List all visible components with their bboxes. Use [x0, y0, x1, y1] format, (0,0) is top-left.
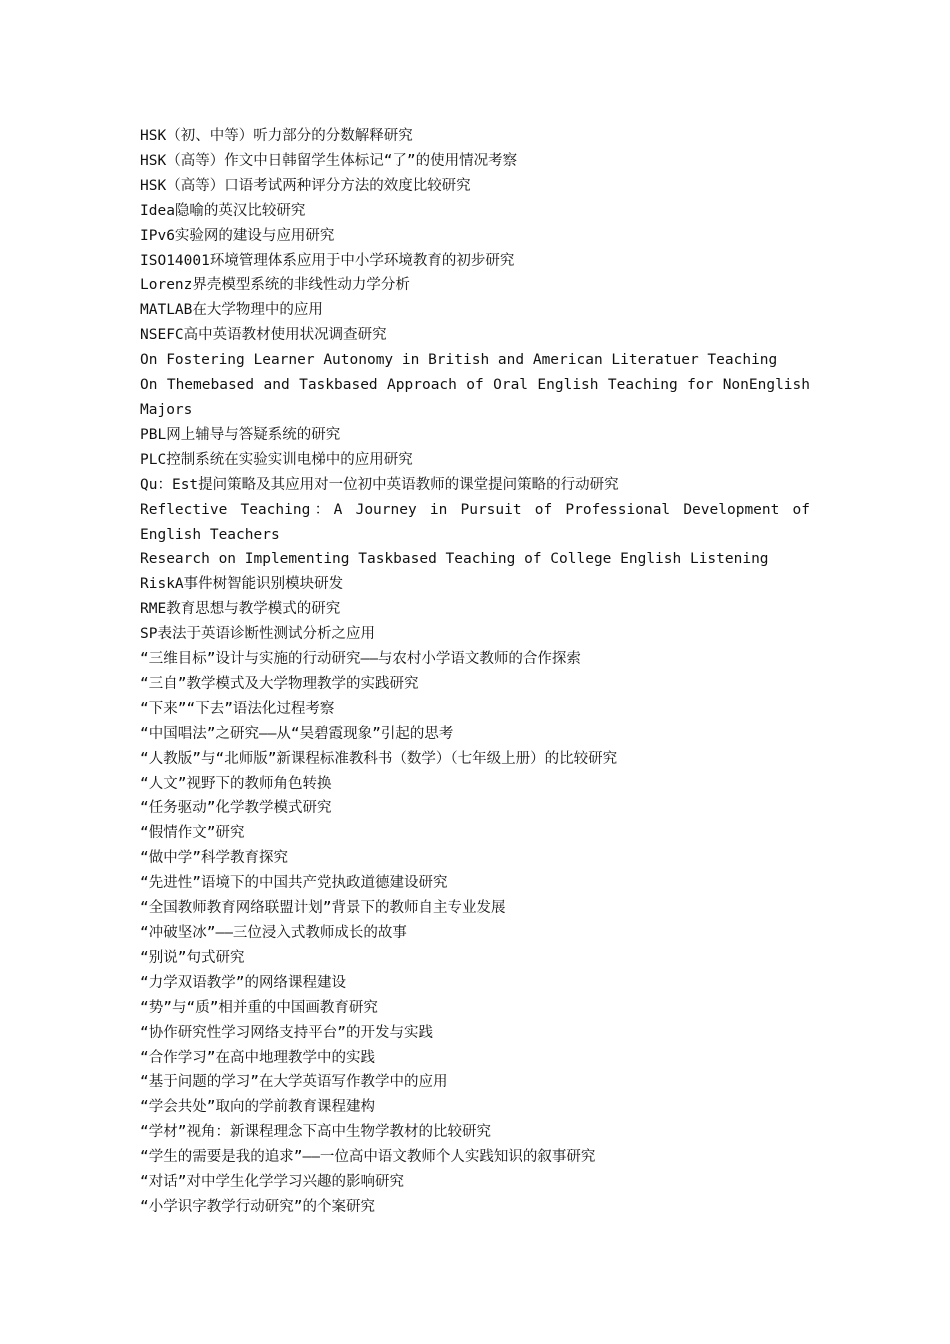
list-item: “合作学习”在高中地理教学中的实践	[140, 1049, 375, 1066]
list-item: “学会共处”取向的学前教育课程建构	[140, 1099, 375, 1116]
list-item: “学生的需要是我的追求”——一位高中语文教师个人实践知识的叙事研究	[140, 1149, 596, 1166]
list-item: “基于问题的学习”在大学英语写作教学中的应用	[140, 1074, 448, 1091]
list-item: ISO14001环境管理体系应用于中小学环境教育的初步研究	[140, 252, 515, 269]
list-item: “人文”视野下的教师角色转换	[140, 775, 332, 792]
list-item: IPv6实验网的建设与应用研究	[140, 227, 335, 244]
list-item: On Fostering Learner Autonomy in British and American Literatuer Teaching	[140, 352, 778, 369]
list-item: “学材”视角：新课程理念下高中生物学教材的比较研究	[140, 1124, 491, 1141]
list-item: Reflective Teaching：A Journey in Pursuit of Professional Development of English Teachers	[140, 501, 810, 543]
list-item: Lorenz界壳模型系统的非线性动力学分析	[140, 277, 410, 294]
list-item: “势”与“质”相并重的中国画教育研究	[140, 999, 378, 1016]
list-item: PLC控制系统在实验实训电梯中的应用研究	[140, 451, 413, 468]
list-item: HSK（初、中等）听力部分的分数解释研究	[140, 128, 413, 144]
title-list	[140, 124, 810, 1220]
list-item: “别说”句式研究	[140, 949, 245, 966]
list-item: “小学识字教学行动研究”的个案研究	[140, 1198, 375, 1215]
list-item: “冲破坚冰”——三位浸入式教师成长的故事	[140, 925, 407, 941]
list-item: PBL网上辅导与答疑系统的研究	[140, 426, 341, 443]
list-item: “人教版”与“北师版”新课程标准教科书（数学）（七年级上册）的比较研究	[140, 750, 618, 767]
list-item: SP表法于英语诊断性测试分析之应用	[140, 626, 375, 643]
list-item: “力学双语教学”的网络课程建设	[140, 974, 346, 991]
list-item: “对话”对中学生化学学习兴趣的影响研究	[140, 1174, 404, 1191]
list-item: “做中学”科学教育探究	[140, 850, 288, 867]
list-item: “中国唱法”之研究——从“吴碧霞现象”引起的思考	[140, 725, 454, 742]
list-item: Idea隐喻的英汉比较研究	[140, 202, 306, 219]
list-item: “协作研究性学习网络支持平台”的开发与实践	[140, 1024, 433, 1041]
list-item: “任务驱动”化学教学模式研究	[140, 800, 332, 817]
list-item: Research on Implementing Taskbased Teaching of College English Listening	[140, 551, 769, 568]
list-item: HSK（高等）作文中日韩留学生体标记“了”的使用情况考察	[140, 152, 518, 169]
list-item: “下来”“下去”语法化过程考察	[140, 700, 335, 717]
list-item: “全国教师教育网络联盟计划”背景下的教师自主专业发展	[140, 900, 506, 917]
list-item: NSEFC高中英语教材使用状况调查研究	[140, 327, 387, 344]
list-item: “假情作文”研究	[140, 825, 245, 842]
list-item: “先进性”语境下的中国共产党执政道德建设研究	[140, 875, 448, 892]
list-item: RiskA事件树智能识别模块研发	[140, 576, 344, 593]
list-item: RME教育思想与教学模式的研究	[140, 601, 341, 618]
list-item: HSK（高等）口语考试两种评分方法的效度比较研究	[140, 177, 471, 194]
list-item: MATLAB在大学物理中的应用	[140, 302, 323, 319]
list-item: Qu：Est提问策略及其应用对一位初中英语教师的课堂提问策略的行动研究	[140, 476, 619, 493]
list-item: “三维目标”设计与实施的行动研究——与农村小学语文教师的合作探索	[140, 651, 581, 668]
list-item: “三自”教学模式及大学物理教学的实践研究	[140, 675, 419, 692]
list-item: On Themebased and Taskbased Approach of Oral English Teaching for NonEnglish Majors	[140, 377, 810, 418]
